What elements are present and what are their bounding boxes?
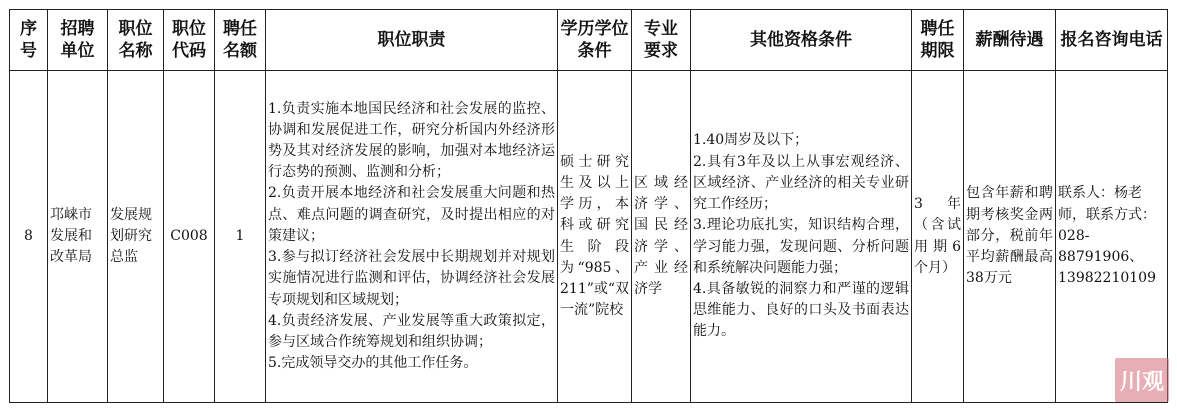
- cell-unit: 邛崃市 发展和 改革局: [48, 71, 108, 403]
- header-term: 聘任 期限: [912, 10, 964, 71]
- header-salary: 薪酬待遇: [964, 10, 1056, 71]
- cell-salary: 包含年薪和聘期考核奖金两部分，税前年平均薪酬最高38万元: [964, 71, 1056, 403]
- cell-term: 3年（含试用期6个月）: [912, 71, 964, 403]
- cell-code: C008: [164, 71, 215, 403]
- cell-count: 1: [215, 71, 266, 403]
- watermark-logo: 川观: [1115, 358, 1169, 402]
- header-row: [10, 10, 1168, 71]
- header-education: 学历学位 条件: [558, 10, 632, 71]
- cell-education: 硕士研究生及以上学历，本科或研究生阶段为“985、211”或“双一流”院校: [558, 71, 632, 403]
- cell-position: 发展规 划研究 总监: [108, 71, 164, 403]
- header-seq: 序号: [10, 10, 48, 71]
- table-row: [10, 71, 1168, 403]
- cell-major: 区域经济学、国民经济学、产业经济学: [632, 71, 691, 403]
- cell-other: 1.40周岁及以下； 2.具有3年及以上从事宏观经济、区域经济、产业经济的相关专业研究工作经历； 3.理论功底扎实，知识结构合理，学习能力强，发现问题、分析问题和系统解决问题能力强； 4.具备敏锐的洞察力和严谨的逻辑思维能力、良好的口头及书面表达能力。: [691, 71, 912, 403]
- header-contact: 报名咨询电话: [1056, 10, 1168, 71]
- cell-contact: 联系人：杨老师，联系方式：028-88791906、13982210109: [1056, 71, 1168, 403]
- header-code: 职位 代码: [164, 10, 215, 71]
- header-other: 其他资格条件: [691, 10, 912, 71]
- header-duties: 职位职责: [266, 10, 558, 71]
- header-unit: 招聘 单位: [48, 10, 108, 71]
- cell-seq: 8: [10, 71, 48, 403]
- job-table: [9, 9, 1168, 403]
- cell-duties: 1.负责实施本地国民经济和社会发展的监控、协调和发展促进工作，研究分析国内外经济形势及其对经济发展的影响，加强对本地经济运行态势的预测、监测和分析； 2.负责开展本地经济和社会发展重大问题和热点、难点问题的调查研究，及时提出相应的对策建议； 3.参与拟订经济社会发展中长期规划并对规划实施情况进行监测和评估，协调经济社会发展专项规划和区域规划； 4.负责经济发展、产业发展等重大政策拟定，参与区域合作统筹规划和组织协调； 5.完成领导交办的其他工作任务。: [266, 71, 558, 403]
- header-major: 专业 要求: [632, 10, 691, 71]
- header-position: 职位 名称: [108, 10, 164, 71]
- header-count: 聘任 名额: [215, 10, 266, 71]
